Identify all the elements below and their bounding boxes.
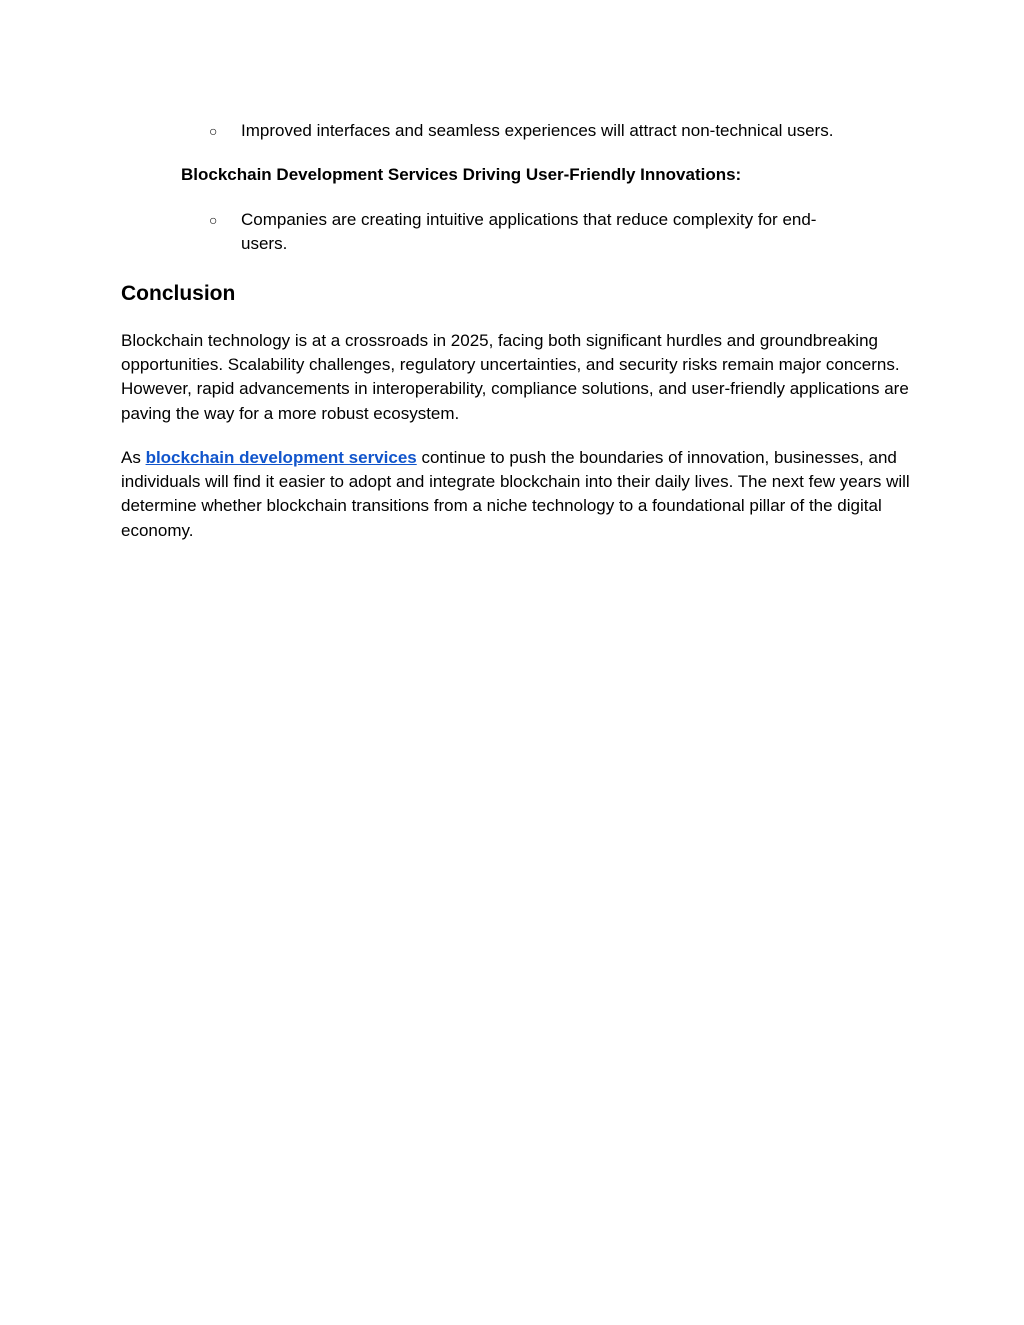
conclusion-paragraph: Blockchain technology is at a crossroads in 2025, facing both significant hurdles and groundbreaking opportunities. Scalability challenges, regulatory uncertainties, and security risks remain major concerns. However, rapid advancements in interoperability, compliance solutions, and user-friendly applications are paving the way for a more robust ecosystem.	[121, 331, 909, 423]
conclusion-paragraph-with-link	[121, 446, 911, 543]
hollow-circle-bullet-icon: ○	[209, 123, 218, 139]
paragraph-suffix: continue to push the boundaries of innovation, businesses, and individuals will find it easier to adopt and integrate blockchain into their daily lives. The next few years will determine whether blockchain transitions from a niche technology to a foundational pillar of the digital economy.	[121, 448, 910, 540]
bullet-text: Improved interfaces and seamless experiences will attract non-technical users.	[241, 121, 834, 140]
bullet-list-item	[209, 119, 869, 143]
hollow-circle-bullet-icon: ○	[209, 212, 218, 228]
bullet-list-item	[209, 208, 869, 256]
subheading: Blockchain Development Services Driving User-Friendly Innovations:	[181, 165, 742, 184]
blockchain-development-services-link[interactable]: blockchain development services	[145, 448, 417, 467]
conclusion-heading: Conclusion	[121, 282, 236, 305]
bullet-text: Companies are creating intuitive applications that reduce complexity for end-users.	[241, 210, 817, 253]
paragraph-prefix: As	[121, 448, 146, 467]
